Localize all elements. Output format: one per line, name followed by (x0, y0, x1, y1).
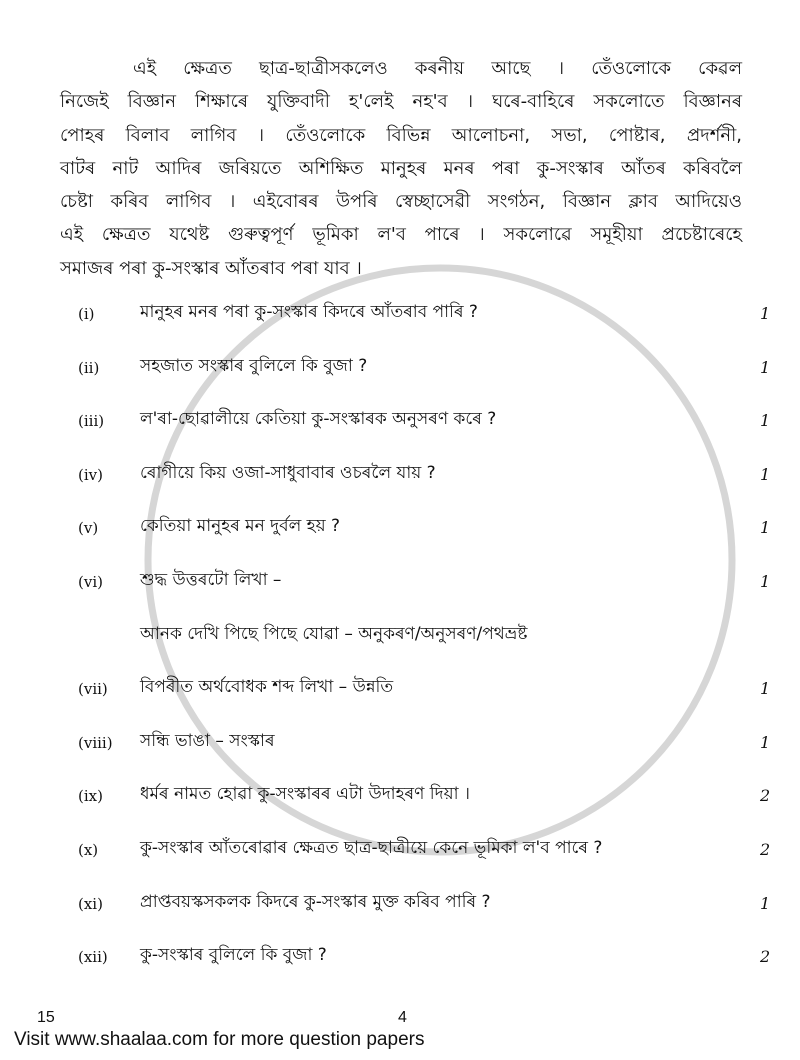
passage-line: বাটৰ নাট আদিৰ জৰিয়তে অশিক্ষিত মানুহৰ মনৰ পৰা কু-সংস্কাৰ আঁতৰ কৰিবলৈ (60, 157, 742, 179)
question-marks: 1 (760, 411, 771, 431)
question-number: (iii) (78, 412, 105, 431)
question-item (0, 299, 800, 353)
question-item (0, 728, 800, 782)
question-item (0, 406, 800, 460)
question-number: (v) (78, 519, 99, 538)
question-text: ল'ৰা-ছোৱালীয়ে কেতিয়া কু-সংস্কাৰক অনুসৰণ কৰে ? (140, 409, 497, 430)
question-item (0, 674, 800, 728)
question-number: (ii) (78, 358, 100, 377)
question-number: (viii) (78, 733, 113, 752)
question-marks (760, 621, 788, 623)
question-number: (ix) (78, 787, 103, 806)
passage (60, 52, 742, 285)
question-item (0, 889, 800, 943)
question-item (0, 835, 800, 889)
question-marks: 1 (760, 679, 771, 699)
paper-code: 15 (37, 1009, 55, 1026)
question-marks: 1 (760, 464, 771, 484)
question-number: (iv) (78, 465, 103, 484)
question-marks: 2 (760, 947, 771, 967)
question-marks: 1 (760, 572, 771, 592)
passage-line: এই ক্ষেত্ৰত ছাত্ৰ-ছাত্ৰীসকলেও কৰনীয় আছে । তেঁওলোকে কেৱল (133, 58, 742, 79)
question-list (0, 299, 800, 996)
question-text: কু-সংস্কাৰ বুলিলে কি বুজা ? (140, 945, 327, 966)
passage-line: পোহৰ বিলাব লাগিব । তেঁওলোকে বিভিন্ন আলোচনা, সভা, পোষ্টাৰ, প্ৰদৰ্শনী, (60, 124, 742, 146)
question-item (0, 567, 800, 621)
spacer (0, 996, 800, 1002)
question-number: (vi) (78, 573, 103, 592)
question-number: (xi) (78, 894, 103, 913)
passage-line: সমাজৰ পৰা কু-সংস্কাৰ আঁতৰাব পৰা যাব । (60, 257, 362, 279)
question-marks: 1 (760, 304, 771, 324)
passage-line: এই ক্ষেত্ৰত যথেষ্ট গুৰুত্বপূৰ্ণ ভূমিকা ল'ব পাৰে । সকলোৱে সমূহীয়া প্ৰচেষ্টাৰেহে (60, 224, 742, 246)
question-text: সহজাত সংস্কাৰ বুলিলে কি বুজা ? (140, 355, 368, 376)
question-text: কু-সংস্কাৰ আঁতৰোৱাৰ ক্ষেত্ৰত ছাত্ৰ-ছাত্ৰীয়ে কেনে ভূমিকা ল'ব পাৰে ? (140, 838, 603, 859)
question-number: (i) (78, 305, 95, 324)
question-marks: 2 (760, 786, 771, 806)
question-number: (vii) (78, 680, 108, 699)
question-marks: 1 (760, 893, 771, 913)
question-text: মানুহৰ মনৰ পৰা কু-সংস্কাৰ কিদৰে আঁতৰাব পাৰি ? (140, 302, 478, 323)
passage-line: নিজেই বিজ্ঞান শিক্ষাৰে যুক্তিবাদী হ'লেই নহ'ব । ঘৰে-বাহিৰে সকলোতে বিজ্ঞানৰ (60, 91, 742, 113)
question-marks: 1 (760, 732, 771, 752)
question-item (0, 621, 800, 675)
question-number: (x) (78, 841, 99, 860)
question-marks: 1 (760, 518, 771, 538)
question-number: (xii) (78, 948, 108, 967)
question-item (0, 781, 800, 835)
question-text: প্ৰাপ্তবয়স্কসকলক কিদৰে কু-সংস্কাৰ মুক্ত কৰিব পাৰি ? (140, 891, 491, 912)
page-footer-numbers (0, 1008, 800, 1028)
footer-link-text: Visit www.shaalaa.com for more question papers (14, 1029, 425, 1050)
passage-line: চেষ্টা কৰিব লাগিব । এইবোৰৰ উপৰি স্বেচ্ছাসেৱী সংগঠন, বিজ্ঞান ক্লাব আদিয়েও (60, 191, 742, 213)
question-marks: 1 (760, 357, 771, 377)
question-text: সন্ধি ভাঙা – সংস্কাৰ (140, 730, 275, 751)
question-text: বিপৰীত অৰ্থবোধক শব্দ লিখা – উন্নতি (140, 677, 394, 698)
page-number: 4 (398, 1009, 407, 1026)
question-text: শুদ্ধ উত্তৰটো লিখা – (140, 570, 282, 591)
question-marks: 2 (760, 840, 771, 860)
question-text: ৰোগীয়ে কিয় ওজা-সাধুবাবাৰ ওচৰলৈ যায় ? (140, 462, 436, 483)
question-number (78, 621, 140, 623)
question-item (0, 460, 800, 514)
question-item (0, 942, 800, 996)
question-item (0, 353, 800, 407)
question-text: ধৰ্মৰ নামত হোৱা কু-সংস্কাৰৰ এটা উদাহৰণ দিয়া । (140, 784, 470, 805)
question-text: আনক দেখি পিছে পিছে যোৱা – অনুকৰণ/অনুসৰণ/পথভ্ৰষ্ট (140, 623, 528, 644)
question-item (0, 513, 800, 567)
question-text: কেতিয়া মানুহৰ মন দুৰ্বল হয় ? (140, 516, 341, 537)
